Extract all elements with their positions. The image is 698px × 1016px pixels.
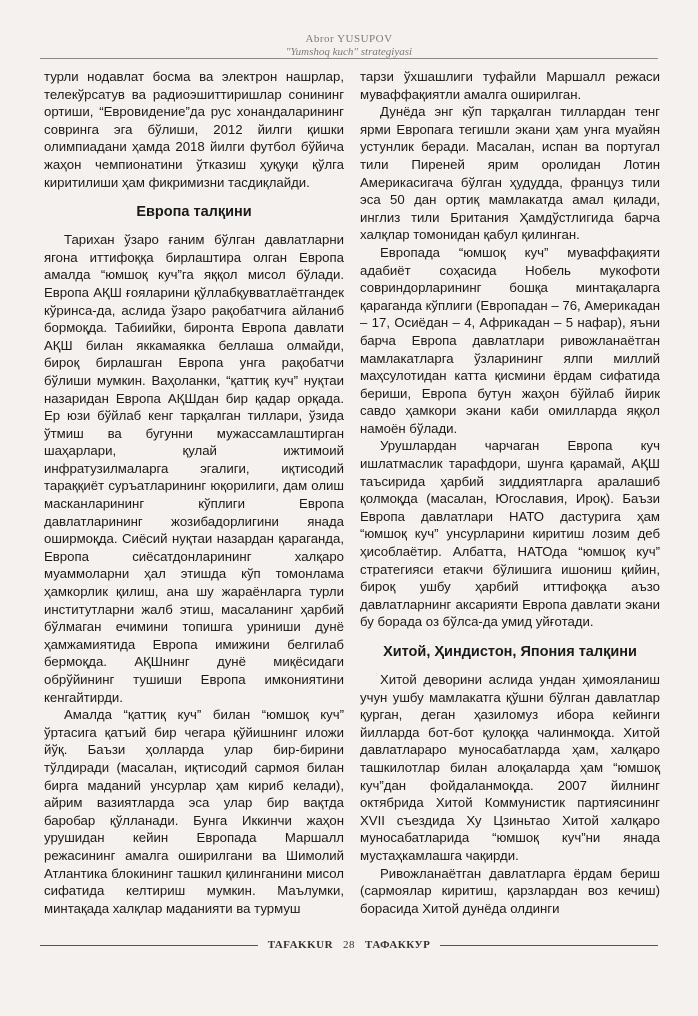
footer-rule-left bbox=[40, 945, 258, 946]
right-column bbox=[360, 68, 660, 917]
running-head-author: Abror YUSUPOV bbox=[305, 33, 393, 45]
running-head bbox=[0, 33, 698, 59]
paragraph: Европада “юмшоқ куч” муваффақияти адабиёт соҳасида Нобель мукофоти совриндорларининг бошқа минтақаларга қараганда кўплиги (Европадан – 76, Америкадан – 17, Осиёдан – 4, Африкадан – 5 нафар), яъни барча Европа давлатлари ривожланаётган мамлакатларга ўзларининг ялпи миллий маҳсулотидан катта қисмини ёрдам сифатида бериши, Европа бутун жаҳон бўйлаб йирик савдо ҳамкори экани каби омилларда яққол намоён бўлади. bbox=[360, 244, 660, 436]
section-heading-asia: Хитой, Ҳиндистон, Япония талқини bbox=[383, 644, 637, 660]
paragraph: Дунёда энг кўп тарқалган тиллардан тенг ярми Европага тегишли экани ҳам унга муайян устунлик беради. Масалан, испан ва португал тили Пиреней ярим оролидан Лотин Америкасигача бўлган ҳудудда, француз тили эса 50 дан ортиқ мамлакатда амал қилади, инглиз тили Британия Ҳамдўстлигида барча халқлар томонидан қабул қилинган. bbox=[360, 104, 660, 243]
left-column bbox=[44, 68, 344, 917]
paragraph: Хитой деворини аслида ундан ҳимояланиш учун ушбу мамлакатга қўшни бўлган давлатлар қурган, деган ҳазиломуз ибора кейинги йилларда бот-бот қулоққа чалинмоқда. Хитой давлатлараро муносабатларда ҳам, халқаро ташкилотлар билан алоқаларда ҳам “юмшоқ куч”дан фойдаланмоқда. 2007 йилнинг октябрида Хитой Коммунистик партиясининг XVII съездида Ху Цзиньтао Хитой халқаро муносабатларида “юмшоқ куч”ни янада мустаҳкамлашга чақирди. bbox=[360, 672, 660, 863]
footer-rule-right bbox=[440, 945, 658, 946]
running-head-title: "Yumshoq kuch" strategiyasi bbox=[285, 46, 413, 58]
header-divider bbox=[40, 58, 658, 59]
section-heading-europe: Европа талқини bbox=[136, 204, 252, 221]
paragraph: турли нодавлат босма ва электрон нашрлар, телекўрсатув ва радиоэшиттиришлар сонининг ортиши, “Евровидение”да рус хонандаларининг совринга эга бўлиши, 2012 йилги қишки олимпиадани ҳамда 2018 йилги футбол бўйича жаҳон чемпионатини ўтказиш ҳуқуқи қўлга киритилиши ҳам фикримизни тасдиқлайди. bbox=[44, 69, 344, 190]
paragraph: Урушлардан чарчаган Европа куч ишлатмаслик тарафдори, шунга қарамай, АҚШ таъсирида ҳарбий зиддиятларга аралашиб қолмоқда (масалан, Югославия, Ироқ). Баъзи Европа давлатлари НАТО дастурига ҳам “юмшоқ куч” унсурларини киритиш лозим деб ҳисоблаётир. Албатта, НАТОда “юмшоқ куч” стратегияси етакчи бўлишига ишониш қийин, бироқ ушбу ҳарбий иттифоққа аъзо давлатларнинг аксарияти Европа давлати экани бу борада оз бўлса-да умид уйғотади. bbox=[360, 438, 660, 630]
footer-journal-name-latin: TAFAKKUR bbox=[267, 939, 334, 951]
paragraph: тарзи ўхшашлиги туфайли Маршалл режаси муваффақиятли амалга оширилган. bbox=[360, 69, 660, 102]
page-footer bbox=[40, 939, 658, 951]
paragraph: Ривожланаётган давлатларга ёрдам бериш (сармоялар киритиш, қарзлардан воз кечиш) борасида Хитой дунёда олдинги bbox=[360, 865, 660, 916]
page-number: 28 bbox=[343, 939, 356, 951]
footer-journal-name-cyrillic: ТАФАККУР bbox=[365, 939, 431, 951]
paragraph: Амалда “қаттиқ куч” билан “юмшоқ куч” ўртасига қатъий бир чегара қўйишнинг иложи йўқ. Баъзи ҳолларда улар бир-бирини тўлдиради (масалан, иқтисодий сармоя билан бирга маданий унсурлар ҳам кириб келади), айрим вазиятларда эса улар бир вақтда баробар қўлланади. Бунга Иккинчи жаҳон урушидан кейин Европада Маршалл режасининг амалга оширилгани ва Шимолий Атлантика блокининг ташкил қилинганини мисол сифатида келтириш мумкин. Маълумки, минтақада халқлар маданияти ва турмуш bbox=[44, 707, 344, 916]
paragraph: Тарихан ўзаро ғаним бўлган давлатларни ягона иттифоққа бирлаштира олган Европа амалда “юмшоқ куч”га яққол мисол бўлади. Европа АҚШ ғояларини қўллабқувватлаётгандек кўринса-да, аслида ўзаро рақобатчига айланиб бормоқда. Табиийки, биронта Европа давлати АҚШ билан яккамаякка беллаша олмайди, бироқ бирлашган Европа унга рақобатчи бўлиши мумкин. Ваҳоланки, “қаттиқ куч” нуқтаи назаридан Европа АҚШдан бир қадар орқада. Ер юзи бўйлаб кенг тарқалган тиллари, ўзида ўтмиш ва бугунни мужассамлаштирган шаҳарлари, қулай ижтимоий инфратузилмаларга эгалиги, иқтисодий тараққиёт суръатларининг юқорилиги, дам олиш масканларининг кўплиги Европа давлатларининг жозибадорлигини янада оширмоқда. Сиёсий нуқтаи назардан қараганда, Европа сиёсатдонларининг халқаро муаммоларни ҳал этишда кўп томонлама ҳамкорлик қилиш, ана шу жараёнларга турли институтларни жалб этиш, масаланинг ҳарбий бўлмаган ечимини топишга уриниши дунё ҳамжамиятида Европа имижини белгилаб бермоқда. АҚШнинг дунё миқёсидаги обрўйининг тушиши Европа имкониятини кенгайтирди. bbox=[44, 232, 344, 705]
